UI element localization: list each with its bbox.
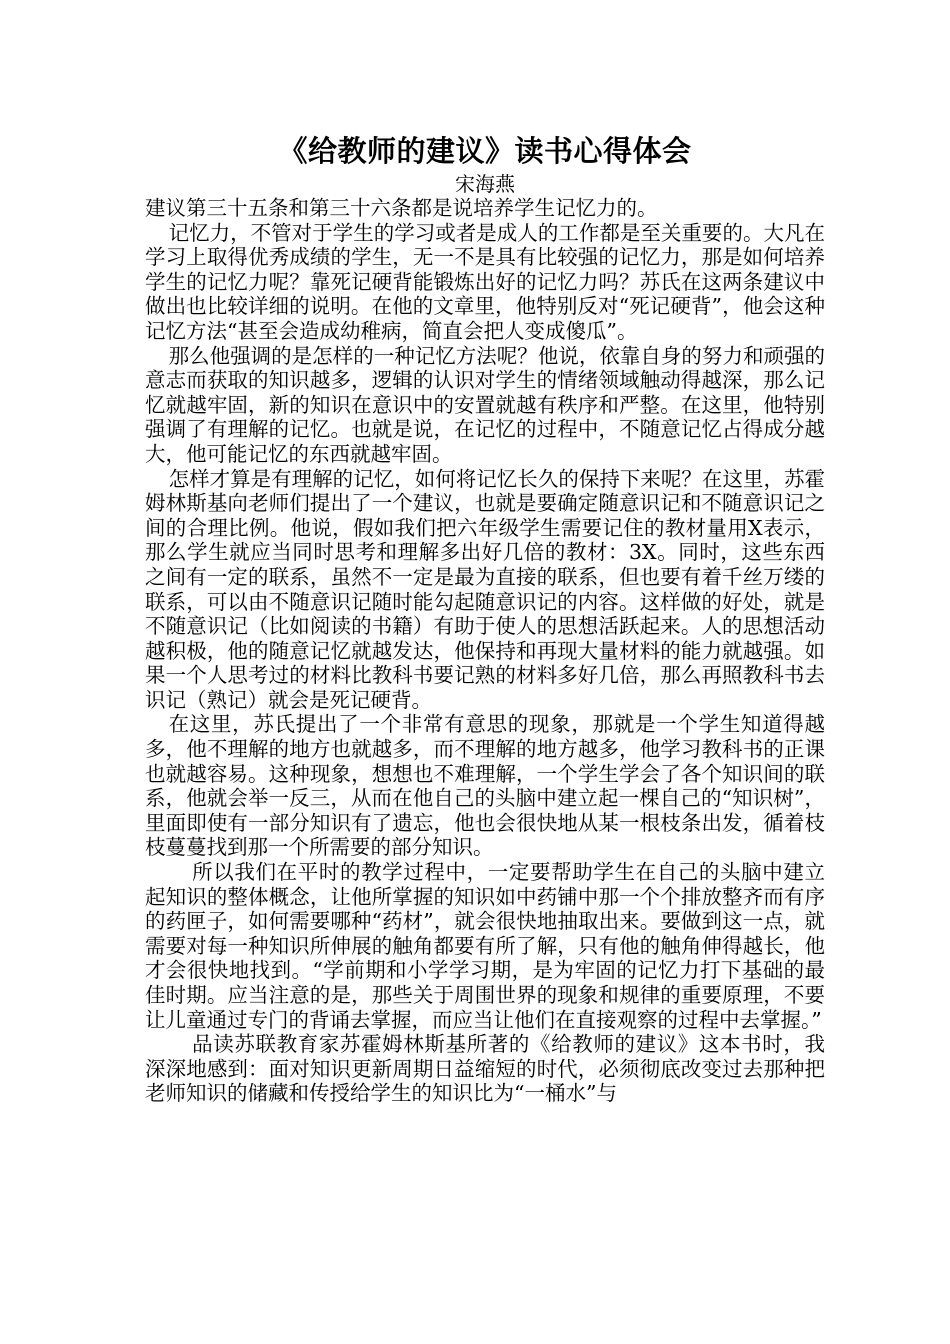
paragraph-knowledge-tree: 在这里，苏氏提出了一个非常有意思的现象，那就是一个学生知道得越多，他不理解的地方也就越多，而不理解的地方越多，他学习教科书的正课也就越容易。这种现象，想想也不难理解，一个学生学会了各个知识间的联系，他就会举一反三，从而在他自己的头脑中建立起一棵自己的“知识树”，里面即使有一部分知识有了遗忘，他也会很快地从某一根枝条出发，循着枝枝蔓蔓找到那一个所需要的部分知识。 [145,712,825,860]
author-name: 宋海燕 [455,172,515,196]
paragraph-teaching-practice: 所以我们在平时的教学过程中，一定要帮助学生在自己的头脑中建立起知识的整体概念，让他所掌握的知识如中药铺中那一个个排放整齐而有序的药匣子，如何需要哪种“药材”，就会很快地抽取出来。要做到这一点，就需要对每一种知识所伸展的触角都要有所了解，只有他的触角伸得越长，他才会很快地找到。“学前期和小学学习期，是为牢固的记忆力打下基础的最佳时期。应当注意的是，那些关于周围世界的现象和规律的重要原理，不要让儿童通过专门的背诵去掌握，而应当让他们在直接观察的过程中去掌握。” [145,860,825,1032]
document-title: 《给教师的建议》读书心得体会 [278,134,692,168]
paragraph-understanding-memory: 怎样才算是有理解的记忆，如何将记忆长久的保持下来呢？在这里，苏霍姆林斯基向老师们提出了一个建议，也就是要确定随意识记和不随意识记之间的合理比例。他说，假如我们把六年级学生需要记住的教材量用X表示，那么学生就应当同时思考和理解多出好几倍的教材：3X。同时，这些东西之间有一定的联系，虽然不一定是最为直接的联系，但也要有着千丝万缕的联系，可以由不随意识记随时能勾起随意识记的内容。这样做的好处，就是不随意识记（比如阅读的书籍）有助于使人的思想活跃起来。人的思想活动越积极，他的随意记忆就越发达，他保持和再现大量材料的能力就越强。如果一个人思考过的材料比教科书要记熟的材料多好几倍，那么再照教科书去识记（熟记）就会是死记硬背。 [145,466,825,712]
paragraph-intro: 建议第三十五条和第三十六条都是说培养学生记忆力的。 [145,196,658,220]
paragraph-memory-method: 那么他强调的是怎样的一种记忆方法呢？他说，依靠自身的努力和顽强的意志而获取的知识越多，逻辑的认识对学生的情绪领域触动得越深，那么记忆就越牢固，新的知识在意识中的安置就越有秩序和严整。在这里，他特别强调了有理解的记忆。也就是说，在记忆的过程中，不随意记忆占得成分越大，他可能记忆的东西就越牢固。 [145,343,825,466]
document-page [145,132,825,1106]
paragraph-memory-importance: 记忆力，不管对于学生的学习或者是成人的工作都是至关重要的。大凡在学习上取得优秀成绩的学生，无一不是具有比较强的记忆力，那是如何培养学生的记忆力呢？靠死记硬背能锻炼出好的记忆力吗？苏氏在这两条建议中做出也比较详细的说明。在他的文章里，他特别反对“死记硬背”，他会这种记忆方法“甚至会造成幼稚病，简直会把人变成傻瓜”。 [145,220,825,343]
paragraph-book-reflection: 品读苏联教育家苏霍姆林斯基所著的《给教师的建议》这本书时，我深深地感到：面对知识更新周期日益缩短的时代，必须彻底改变过去那种把老师知识的储藏和传授给学生的知识比为“一桶水”与 [145,1032,825,1106]
